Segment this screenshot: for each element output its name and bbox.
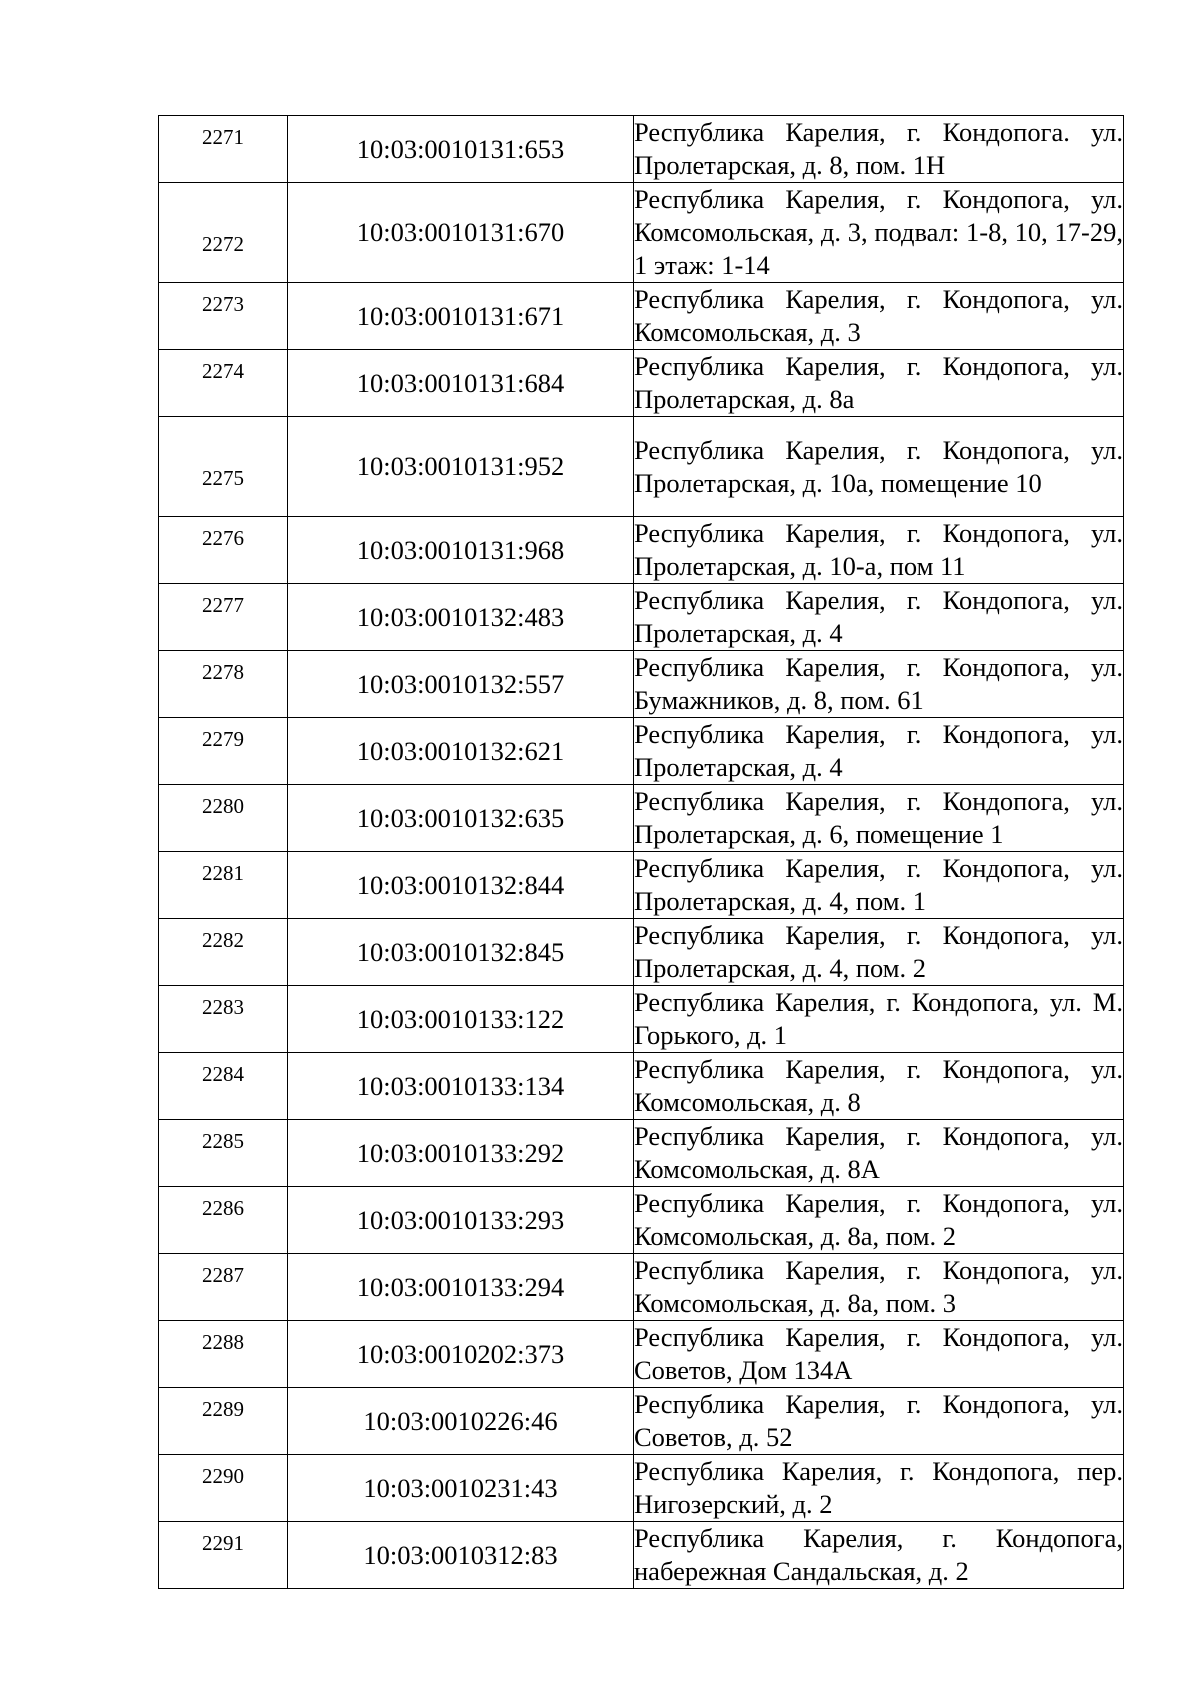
row-number: 2287: [202, 1262, 244, 1287]
cadastral-number: 10:03:0010131:670: [288, 183, 634, 283]
row-number-cell: [159, 986, 288, 1053]
table-row: [159, 1522, 1124, 1589]
row-number-cell: [159, 517, 288, 584]
row-number: 2277: [202, 592, 244, 617]
cadastral-number: 10:03:0010131:952: [288, 417, 634, 517]
address: Республика Карелия, г. Кондопога, пер. Нигозерский, д. 2: [634, 1455, 1124, 1522]
cadastral-number: 10:03:0010131:968: [288, 517, 634, 584]
row-number-cell: [159, 1522, 288, 1589]
row-number-cell: [159, 919, 288, 986]
address: Республика Карелия, г. Кондопога, ул. Пролетарская, д. 4, пом. 1: [634, 852, 1124, 919]
row-number: 2286: [202, 1195, 244, 1220]
address: Республика Карелия, г. Кондопога, ул. Пролетарская, д. 6, помещение 1: [634, 785, 1124, 852]
cadastral-number: 10:03:0010133:292: [288, 1120, 634, 1187]
table-row: [159, 1187, 1124, 1254]
cadastral-number: 10:03:0010202:373: [288, 1321, 634, 1388]
cadastral-number: 10:03:0010131:684: [288, 350, 634, 417]
address: Республика Карелия, г. Кондопога, ул. Бумажников, д. 8, пом. 61: [634, 651, 1124, 718]
row-number: 2290: [202, 1463, 244, 1488]
row-number: 2282: [202, 927, 244, 952]
table-row: [159, 1120, 1124, 1187]
address: Республика Карелия, г. Кондопога, ул. Комсомольская, д. 3: [634, 283, 1124, 350]
row-number: 2280: [202, 793, 244, 818]
cadastral-number: 10:03:0010132:621: [288, 718, 634, 785]
cadastral-number: 10:03:0010132:483: [288, 584, 634, 651]
table-row: [159, 785, 1124, 852]
row-number-cell: [159, 283, 288, 350]
address: Республика Карелия, г. Кондопога. ул. Пролетарская, д. 8, пом. 1Н: [634, 116, 1124, 183]
row-number: 2285: [202, 1128, 244, 1153]
address: Республика Карелия, г. Кондопога, ул. Пролетарская, д. 10-а, пом 11: [634, 517, 1124, 584]
address: Республика Карелия, г. Кондопога, ул. Пролетарская, д. 4: [634, 718, 1124, 785]
row-number: 2275: [202, 466, 244, 490]
row-number: 2273: [202, 291, 244, 316]
table-row: [159, 651, 1124, 718]
table-row: [159, 1321, 1124, 1388]
row-number-cell: [159, 116, 288, 183]
cadastral-number: 10:03:0010312:83: [288, 1522, 634, 1589]
row-number-cell: [159, 350, 288, 417]
cadastral-number: 10:03:0010133:122: [288, 986, 634, 1053]
address: Республика Карелия, г. Кондопога, ул. Комсомольская, д. 8А: [634, 1120, 1124, 1187]
address: Республика Карелия, г. Кондопога, ул. Пролетарская, д. 10а, помещение 10: [634, 417, 1124, 517]
row-number: 2284: [202, 1061, 244, 1086]
row-number: 2271: [202, 124, 244, 149]
row-number: 2276: [202, 525, 244, 550]
row-number-cell: [159, 1254, 288, 1321]
row-number-cell: [159, 183, 288, 283]
row-number-cell: [159, 651, 288, 718]
table-row: [159, 584, 1124, 651]
property-registry-table: [158, 115, 1124, 1589]
address: Республика Карелия, г. Кондопога, ул. Пролетарская, д. 8а: [634, 350, 1124, 417]
row-number-cell: [159, 1120, 288, 1187]
row-number: 2291: [202, 1530, 244, 1555]
row-number: 2289: [202, 1396, 244, 1421]
row-number: 2272: [202, 232, 244, 256]
row-number: 2288: [202, 1329, 244, 1354]
row-number-cell: [159, 1388, 288, 1455]
cadastral-number: 10:03:0010133:293: [288, 1187, 634, 1254]
cadastral-number: 10:03:0010133:294: [288, 1254, 634, 1321]
row-number-cell: [159, 584, 288, 651]
cadastral-number: 10:03:0010131:653: [288, 116, 634, 183]
row-number-cell: [159, 718, 288, 785]
row-number-cell: [159, 852, 288, 919]
registry-table-body: [159, 116, 1124, 1589]
address: Республика Карелия, г. Кондопога, ул. М. Горького, д. 1: [634, 986, 1124, 1053]
row-number-cell: [159, 785, 288, 852]
table-row: [159, 852, 1124, 919]
address: Республика Карелия, г. Кондопога, набережная Сандальская, д. 2: [634, 1522, 1124, 1589]
table-row: [159, 718, 1124, 785]
address: Республика Карелия, г. Кондопога, ул. Советов, д. 52: [634, 1388, 1124, 1455]
row-number-cell: [159, 1455, 288, 1522]
row-number: 2278: [202, 659, 244, 684]
table-row: [159, 183, 1124, 283]
row-number: 2281: [202, 860, 244, 885]
address: Республика Карелия, г. Кондопога, ул. Советов, Дом 134А: [634, 1321, 1124, 1388]
row-number: 2274: [202, 358, 244, 383]
table-row: [159, 1254, 1124, 1321]
table-row: [159, 116, 1124, 183]
row-number-cell: [159, 1053, 288, 1120]
cadastral-number: 10:03:0010133:134: [288, 1053, 634, 1120]
table-row: [159, 350, 1124, 417]
address: Республика Карелия, г. Кондопога, ул. Комсомольская, д. 3, подвал: 1-8, 10, 17-29, 1 этаж: 1-14: [634, 183, 1124, 283]
table-row: [159, 986, 1124, 1053]
row-number: 2283: [202, 994, 244, 1019]
table-row: [159, 517, 1124, 584]
cadastral-number: 10:03:0010132:557: [288, 651, 634, 718]
cadastral-number: 10:03:0010132:844: [288, 852, 634, 919]
table-row: [159, 919, 1124, 986]
table-row: [159, 1455, 1124, 1522]
cadastral-number: 10:03:0010132:635: [288, 785, 634, 852]
cadastral-number: 10:03:0010231:43: [288, 1455, 634, 1522]
table-row: [159, 1053, 1124, 1120]
cadastral-number: 10:03:0010226:46: [288, 1388, 634, 1455]
address: Республика Карелия, г. Кондопога, ул. Комсомольская, д. 8: [634, 1053, 1124, 1120]
address: Республика Карелия, г. Кондопога, ул. Пролетарская, д. 4: [634, 584, 1124, 651]
table-row: [159, 1388, 1124, 1455]
row-number-cell: [159, 417, 288, 517]
address: Республика Карелия, г. Кондопога, ул. Пролетарская, д. 4, пом. 2: [634, 919, 1124, 986]
address: Республика Карелия, г. Кондопога, ул. Комсомольская, д. 8а, пом. 3: [634, 1254, 1124, 1321]
table-row: [159, 283, 1124, 350]
row-number-cell: [159, 1187, 288, 1254]
cadastral-number: 10:03:0010132:845: [288, 919, 634, 986]
cadastral-number: 10:03:0010131:671: [288, 283, 634, 350]
row-number-cell: [159, 1321, 288, 1388]
row-number: 2279: [202, 726, 244, 751]
table-row: [159, 417, 1124, 517]
address: Республика Карелия, г. Кондопога, ул. Комсомольская, д. 8а, пом. 2: [634, 1187, 1124, 1254]
